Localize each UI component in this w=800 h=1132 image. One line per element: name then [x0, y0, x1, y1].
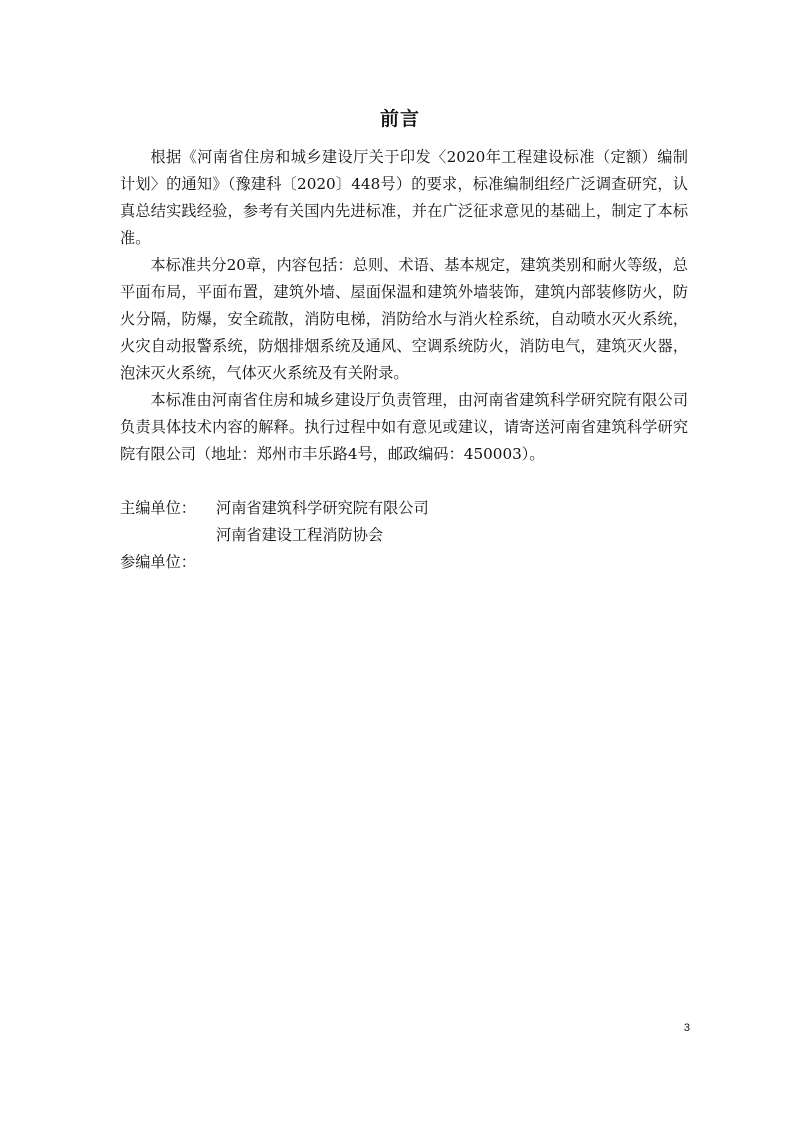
participating-row — [120, 549, 688, 576]
chief-editor-units — [216, 495, 688, 549]
preface-body — [120, 144, 688, 468]
page-title: 前言 — [379, 108, 420, 130]
chief-editor-unit: 河南省建设工程消防协会 — [216, 526, 384, 544]
paragraph-contents: 本标准共分20章，内容包括：总则、术语、基本规定，建筑类别和耐火等级，总平面布局，平面布置，建筑外墙、屋面保温和建筑外墙装饰，建筑内部装修防火，防火分隔，防爆，安全疏散，消防电梯，消防给水与消火栓系统，自动喷水灭火系统，火灾自动报警系统，防烟排烟系统及通风、空调系统防火，消防电气，建筑灭火器，泡沫灭火系统，气体灭火系统及有关附录。 — [120, 256, 688, 382]
paragraph-basis: 根据《河南省住房和城乡建设厅关于印发〈2020年工程建设标准（定额）编制计划〉的通知》（豫建科〔2020〕448号）的要求，标准编制组经广泛调查研究，认真总结实践经验，参考有关国内先进标准，并在广泛征求意见的基础上，制定了本标准。 — [120, 148, 688, 247]
chief-editor-label: 主编单位： — [120, 499, 196, 517]
credits-block — [120, 495, 688, 576]
page-number: 3 — [683, 1022, 690, 1034]
chief-editor-unit: 河南省建筑科学研究院有限公司 — [216, 499, 429, 517]
paragraph-management: 本标准由河南省住房和城乡建设厅负责管理，由河南省建筑科学研究院有限公司负责具体技术内容的解释。执行过程中如有意见或建议，请寄送河南省建筑科学研究院有限公司（地址：郑州市丰乐路4号，邮政编码：450003）。 — [120, 391, 688, 463]
chief-editor-row — [120, 495, 688, 549]
participating-label: 参编单位： — [120, 553, 196, 571]
